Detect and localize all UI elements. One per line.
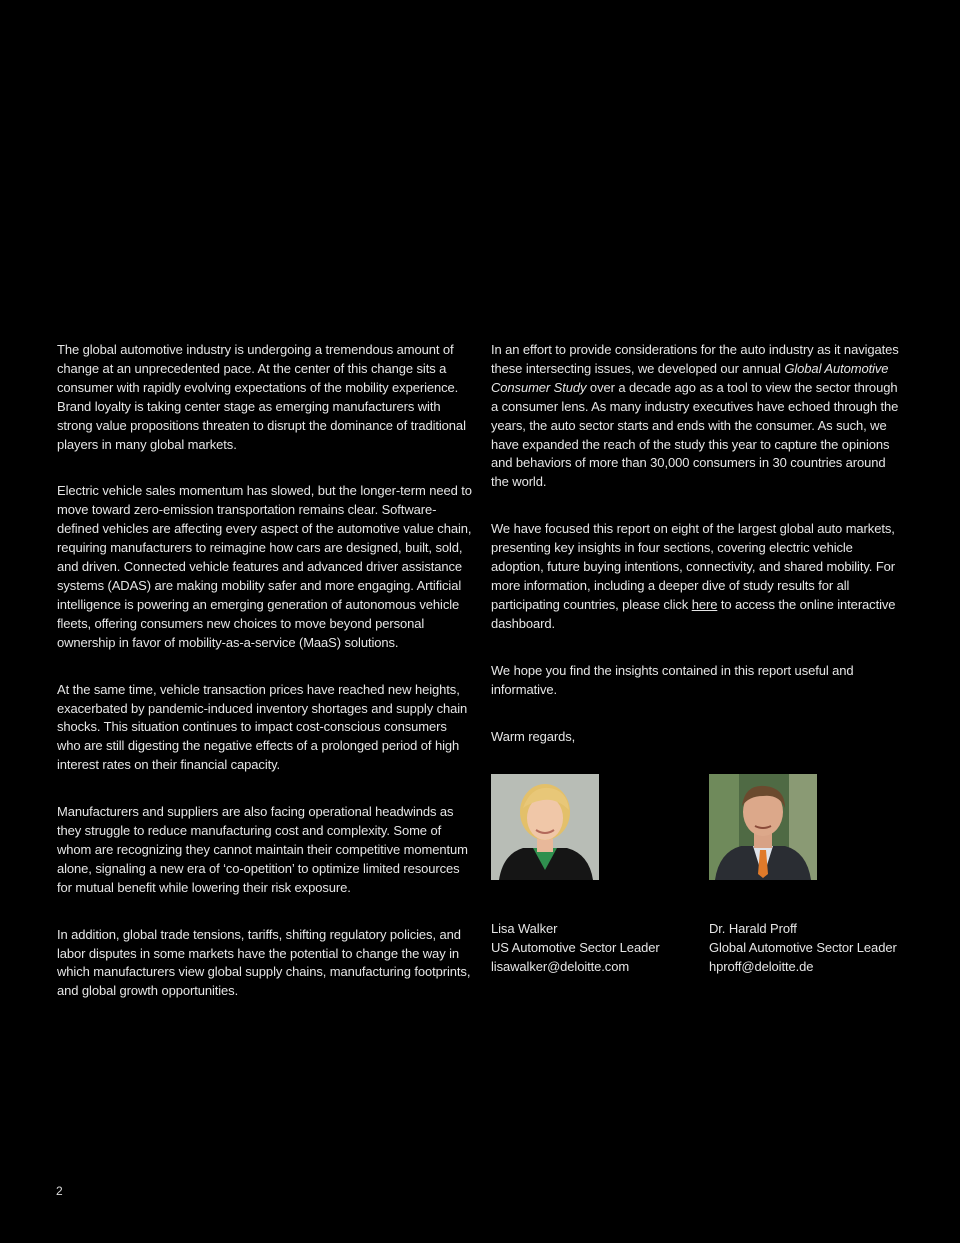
signer-email[interactable]: lisawalker@deloitte.com: [491, 959, 630, 975]
signer-name: Lisa Walker: [491, 921, 558, 937]
paragraph-trade: In addition, global trade tensions, tariffs, shifting regulatory policies, and labor disputes in some markets have the potential to change the way in which manufacturers view global supply chains, manufacturing footprints, and global growth opportunities.: [57, 926, 471, 999]
closing: Warm regards,: [491, 728, 576, 744]
portrait-woman-icon: [491, 774, 599, 880]
portrait-man-icon: [709, 774, 817, 880]
study-text-b: over a decade ago as a tool to view the sector through a consumer lens. As many industry executives have echoed through the years, the auto sector starts and ends with the consumer. As such, we have expanded the reach of the study this year to capture the opinions and behaviors of more than 30,000 consumers in 30 countries around the world.: [491, 379, 899, 490]
signer-title: US Automotive Sector Leader: [491, 940, 660, 956]
left-column: [57, 341, 472, 1029]
signer-info: [709, 920, 929, 977]
signer-name: Dr. Harald Proff: [709, 921, 797, 937]
focus-text-b: to access the online interactive dashboard.: [491, 596, 896, 631]
signer-lisa-walker: [491, 774, 711, 977]
paragraph-hope: We hope you find the insights contained in this report useful and informative.: [491, 662, 854, 697]
paragraph-manufacturers: Manufacturers and suppliers are also facing operational headwinds as they struggle to reduce manufacturing cost and complexity. Some of whom are recognizing they cannot maintain their competitive momentum alone, signaling a new era of ‘co-opetition’ to optimize limited resources for mutual benefit while lowering their risk exposure.: [57, 804, 468, 895]
signer-title: Global Automotive Sector Leader: [709, 940, 897, 956]
signer-harald-proff: [709, 774, 929, 977]
paragraph-ev: Electric vehicle sales momentum has slowed, but the longer-term need to move toward zero-emission transportation remains clear. Software-defined vehicles are affecting every aspect of the automotive value chain, requiring manufacturers to reimagine how cars are designed, built, sold, and driven. Connected vehicle features and advanced driver assistance systems (ADAS) are making mobility safer and more engaging. Artificial intelligence is powering an emerging generation of autonomous vehicle fleets, offering consumers new choices to move beyond personal ownership in favor of mobility-as-a-service (MaaS) solutions.: [57, 483, 472, 650]
study-title: Global Automotive Consumer Study: [491, 360, 889, 395]
paragraph-prices: At the same time, vehicle transaction prices have reached new heights, exacerbated by pandemic-induced inventory shortages and supply chain shocks. This situation continues to impact cost-conscious consumers who are still digesting the negative effects of a prolonged period of high interest rates on their financial capacity.: [57, 681, 468, 773]
paragraph-intro: The global automotive industry is undergoing a tremendous amount of change at an unprecedented pace. At the center of this change sits a consumer with rapidly evolving expectations of the mobility experience. Brand loyalty is taking center stage as emerging manufacturers with strong value propositions threaten to disrupt the dominance of traditional players in many global markets.: [57, 342, 466, 452]
dashboard-link[interactable]: here: [691, 596, 718, 612]
right-column: [491, 341, 903, 994]
focus-text-a: We have focused this report on eight of the largest global auto markets, presenting key insights in four sections, covering electric vehicle adoption, future buying intentions, connectivity, and shared mobility. For more information, including a deeper dive of study results for all participating countries, please click: [491, 521, 896, 612]
study-text-a: In an effort to provide considerations for the auto industry as it navigates these intersecting issues, we developed our annual: [491, 342, 899, 376]
paragraph-study: [491, 341, 903, 492]
signer-email[interactable]: hproff@deloitte.de: [709, 959, 814, 975]
paragraph-focus: [491, 520, 903, 633]
signer-info: [491, 920, 711, 977]
page-number: 2: [56, 1184, 63, 1198]
signers: [491, 774, 903, 994]
